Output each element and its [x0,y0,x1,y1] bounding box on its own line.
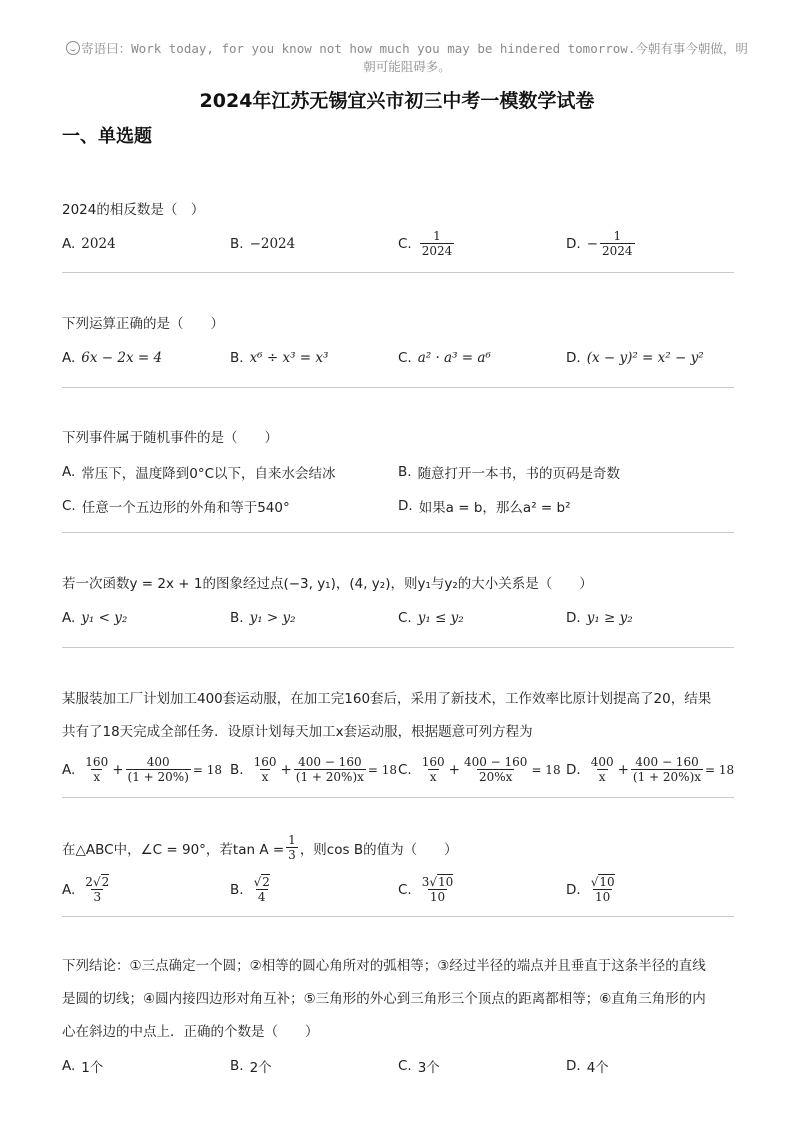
question-stem: 下列运算正确的是（ ） [62,316,224,332]
question-3 [62,422,734,523]
options-row [62,227,734,261]
divider [62,532,734,533]
option-a[interactable]: A. 常压下，温度降到0°C以下，自来水会结冰 [62,464,336,482]
question-stem-line-1: 某服装加工厂计划加工400套运动服，在加工完160套后，采用了新技术，工作效率比原计划提高了20，结果 [62,691,712,707]
option-c[interactable]: C. 3个 [398,1058,440,1076]
option-a[interactable]: A. 1个 [62,1058,104,1076]
page-title: 2024年江苏无锡宜兴市初三中考一模数学试卷 [199,90,595,112]
divider [62,387,734,388]
question-stem: 下列事件属于随机事件的是（ ） [62,430,278,446]
option-b[interactable]: B. x⁶ ÷ x³ = x³ [230,350,329,366]
option-d[interactable]: D. $\frac{400}{x}$ + $\frac{400 - 160}{(1 + 20\%)x}$ = 18 [566,755,735,784]
options-row [62,341,734,375]
option-c[interactable]: C. $\frac{3√10}{10}$ [398,875,454,904]
option-d[interactable]: D. 4个 [566,1058,609,1076]
option-d[interactable]: D. y₁ ≥ y₂ [566,610,633,626]
divider [62,647,734,648]
option-b[interactable]: B. $\frac{160}{x}$ + $\frac{400 - 160}{(1 + 20\%)x}$ = 18 [230,755,398,784]
question-7 [62,950,734,1083]
question-4 [62,568,734,635]
option-d[interactable]: D. $\frac{√10}{10}$ [566,875,615,904]
option-a[interactable]: A. $\frac{160}{x}$ + $\frac{400}{(1 + 20\%)}$ = 18 [62,755,223,784]
motto-line-2: 朝可能阻碍多。 [363,59,451,74]
option-c[interactable]: C. $\frac{1}{2024}$ [398,229,453,258]
option-b[interactable]: B. 2个 [230,1058,272,1076]
smiley-icon [66,41,80,55]
divider [62,797,734,798]
fraction: $\frac{1}{2024}$ [421,229,453,258]
option-a[interactable]: A. 2024 [62,236,116,252]
option-b[interactable]: B. y₁ > y₂ [230,610,296,626]
option-b[interactable]: B. 随意打开一本书，书的页码是奇数 [398,464,621,482]
divider [62,272,734,273]
option-a[interactable]: A. y₁ < y₂ [62,610,128,626]
option-a[interactable]: A. 6x − 2x = 4 [62,350,163,366]
motto-line-1: 寄语曰：Work today, for you know not how much you may be hindered tomorrow.今朝有事今朝做，明 [81,41,748,56]
question-stem-line-2: 共有了18天完成全部任务．设原计划每天加工x套运动服，根据题意可列方程为 [62,724,533,740]
question-5 [62,683,734,791]
options-row [62,749,734,791]
option-d[interactable]: D. − $\frac{1}{2024}$ [566,229,633,258]
divider [62,916,734,917]
option-d[interactable]: D. 如果a = b，那么a² = b² [398,498,571,516]
option-c[interactable]: C. a² · a³ = a⁶ [398,350,491,366]
option-c[interactable]: C. y₁ ≤ y₂ [398,610,464,626]
option-b[interactable]: B. −2024 [230,236,296,252]
question-stem-line-3: 心在斜边的中点上．正确的个数是（ ） [62,1024,319,1040]
question-stem: 2024的相反数是（ ） [62,202,205,218]
question-stem: 在△ABC中，∠C = 90°，若tan A = $\frac{1}{3}$ ，则cos B的值为（ ） [62,833,458,862]
question-1 [62,194,734,261]
option-c[interactable]: C. $\frac{160}{x}$ + $\frac{400 - 160}{20\%x}$ = 18 [398,755,561,784]
question-stem-line-1: 下列结论：①三点确定一个圆；②相等的圆心角所对的弧相等；③经过半径的端点并且垂直于这条半径的直线 [62,958,706,974]
section-heading: 一、单选题 [62,126,152,147]
question-6 [62,828,734,912]
option-b[interactable]: B. $\frac{√2}{4}$ [230,875,270,904]
options-row [62,455,734,489]
option-c[interactable]: C. 任意一个五边形的外角和等于540° [62,498,290,516]
fraction: $\frac{1}{2024}$ [602,229,633,258]
options-row [62,489,734,523]
question-stem: 若一次函数y = 2x + 1的图象经过点(−3, y₁)，(4, y₂)，则y₁与y₂的大小关系是（ ） [62,576,593,592]
option-a[interactable]: A. $\frac{2√2}{3}$ [62,875,110,904]
options-row [62,1049,734,1083]
option-d[interactable]: D. (x − y)² = x² − y² [566,350,704,366]
motto [50,40,764,76]
question-stem-line-2: 是圆的切线；④圆内接四边形对角互补；⑤三角形的外心到三角形三个顶点的距离都相等；⑥直角三角形的内 [62,991,706,1007]
question-2 [62,308,734,375]
options-row [62,868,734,912]
options-row [62,601,734,635]
